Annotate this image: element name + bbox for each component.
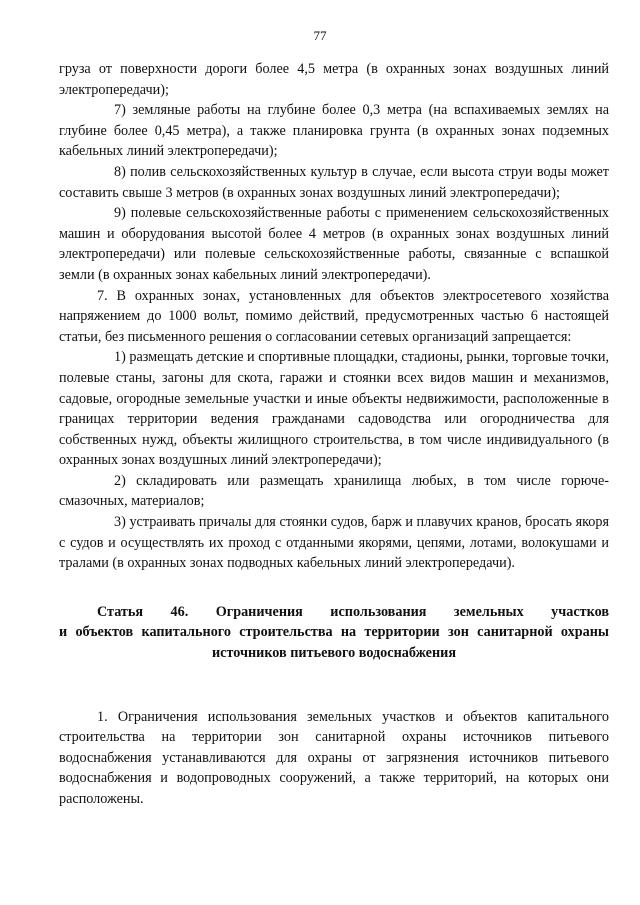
body-before	[59, 59, 609, 574]
list-item: 3) устраивать причалы для стоянки судов, барж и плавучих кранов, бросать якоря с судов и осуществлять их проход с отданными якорями, цепями, лотами, волокушами и тралами (в охранных зонах подводных кабельных линий электропередачи).	[59, 514, 609, 572]
list-item: 2) складировать или размещать хранилища любых, в том числе горюче-смазочных, материалов;	[59, 472, 609, 510]
page-number: 77	[313, 28, 327, 43]
list-item: 8) полив сельскохозяйственных культур в случае, если высота струи воды может составить свыше 3 метров (в охранных зонах воздушных линий электропередачи);	[59, 163, 609, 201]
paragraph: груза от поверхности дороги более 4,5 метра (в охранных зонах воздушных линий электропередачи);	[59, 61, 609, 98]
body-after	[59, 707, 609, 810]
list-item: 7) земляные работы на глубине более 0,3 метра (на вспахиваемых землях на глубине более 0,45 метра), а также планировка грунта (в охранных зонах подземных кабельных линий электропередачи);	[59, 102, 609, 160]
article-heading-rest: и объектов капитального строительства на территории зон санитарной охраны источников питьевого водоснабжения	[59, 624, 609, 662]
article-heading-line1: Статья 46. Ограничения использования земельных участков	[97, 603, 609, 620]
article-heading	[59, 602, 609, 664]
list-item: 1) размещать детские и спортивные площадки, стадионы, рынки, торговые точки, полевые станы, загоны для скота, гаражи и стоянки всех видов машин и механизмов, садовые, огородные земельные участки и иные объекты недвижимости, расположенные в границах территории ведения гражданами садоводства или огородничества для собственных нужд, объекты жилищного строительства, в том числе индивидуального (в охранных зонах воздушных линий электропередачи);	[59, 349, 609, 469]
paragraph: 7. В охранных зонах, установленных для объектов электросетевого хозяйства напряжением до 1000 вольт, помимо действий, предусмотренных частью 6 настоящей статьи, без письменного решения о согласовании сетевых организаций запрещается:	[59, 287, 609, 345]
list-item: 9) полевые сельскохозяйственные работы с применением сельскохозяйственных машин и оборудования высотой более 4 метров (в охранных зонах воздушных линий электропередачи) или полевые сельскохозяйственные работы, связанные с вспашкой земли (в охранных зонах кабельных линий электропередачи).	[59, 205, 609, 283]
paragraph: 1. Ограничения использования земельных участков и объектов капитального строительства на территории зон санитарной охраны источников питьевого водоснабжения устанавливаются для охраны от загрязнения источников питьевого водоснабжения и водопроводных сооружений, а также территорий, на которых они расположены.	[59, 708, 609, 807]
